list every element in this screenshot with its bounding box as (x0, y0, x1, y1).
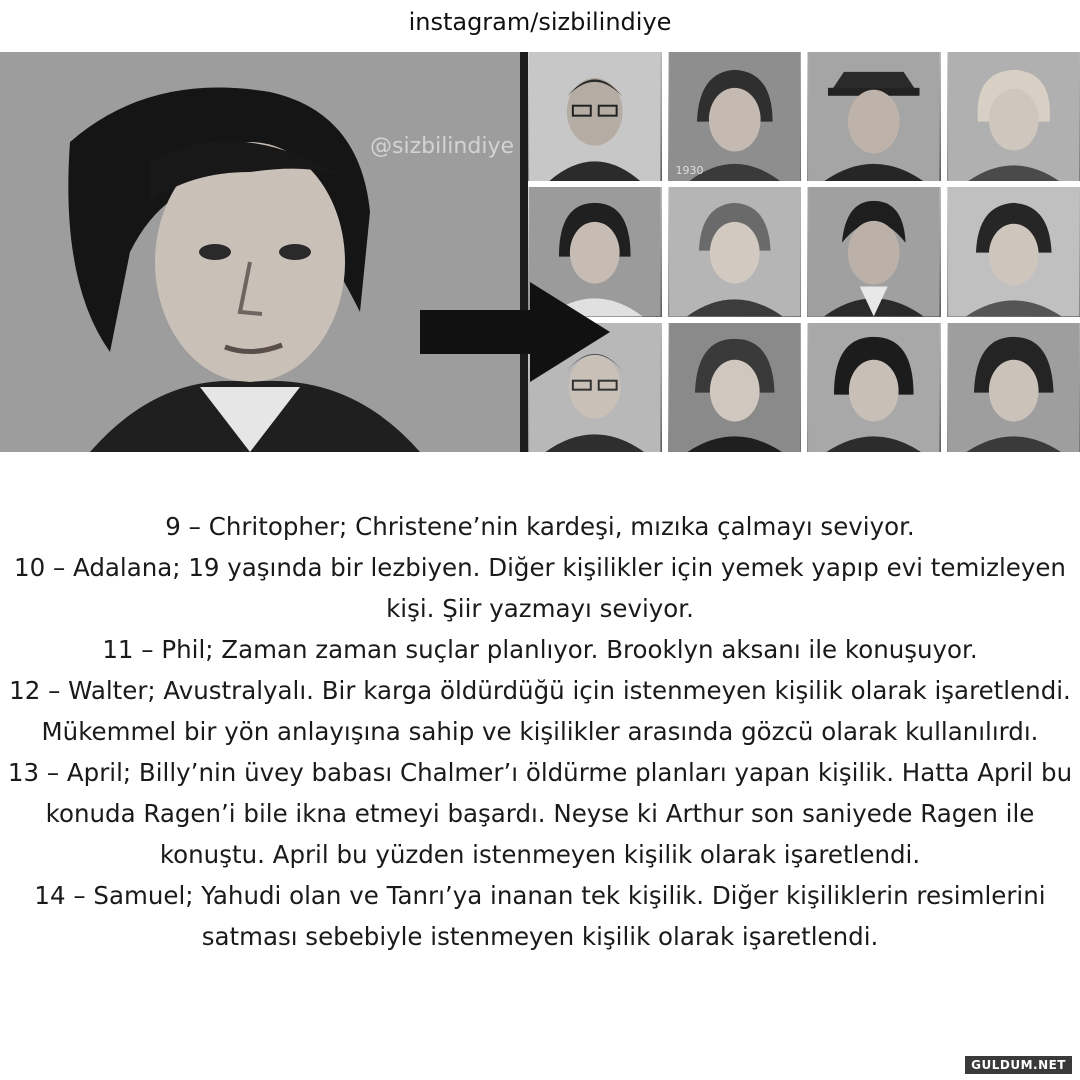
face-photo (807, 323, 941, 452)
watermark: @sizbilindiye (370, 134, 514, 159)
list-item: 14 – Samuel; Yahudi olan ve Tanrı’ya inanan tek kişilik. Diğer kişiliklerin resimlerini satması sebebiyle istenmeyen kişilik olarak işaretlendi. (34, 881, 1046, 951)
list-item: 13 – April; Billy’nin üvey babası Chalmer’ı öldürme planları yapan kişilik. Hatta April bu konuda Ragen’i bile ikna etmeyi başardı. Neyse ki Arthur son saniyede Ragen ile konuştu. April bu yüzden istenmeyen kişilik olarak işaretlendi. (7, 758, 1073, 869)
face-grid (528, 52, 1080, 452)
list-item: 9 – Chritopher; Christene’nin kardeşi, mızıka çalmayı seviyor. (165, 512, 915, 541)
instagram-handle: instagram/sizbilindiye (408, 8, 672, 36)
face-photo (668, 187, 802, 316)
face-photo (807, 52, 941, 181)
face-photo (947, 323, 1080, 452)
photo-collage (0, 52, 1080, 452)
face-photo (947, 52, 1080, 181)
list-item: 10 – Adalana; 19 yaşında bir lezbiyen. Diğer kişilikler için yemek yapıp evi temizleyen kişi. Şiir yazmayı seviyor. (14, 553, 1066, 623)
face-photo (668, 323, 802, 452)
face-photo (947, 187, 1080, 316)
list-item: 12 – Walter; Avustralyalı. Bir karga öldürdüğü için istenmeyen kişilik olarak işaretlendi. Mükemmel bir yön anlayışına sahip ve kişilikler arasında gözcü olarak kullanılırdı. (9, 676, 1071, 746)
site-logo: GULDUM.NET (965, 1056, 1072, 1074)
face-photo (528, 52, 662, 181)
arrow-icon (420, 282, 610, 382)
list-item: 11 – Phil; Zaman zaman suçlar planlıyor. Brooklyn aksanı ile konuşuyor. (102, 635, 978, 664)
face-photo (807, 187, 941, 316)
year-badge: 1930 (675, 164, 704, 178)
personality-list (0, 506, 1080, 957)
portrait-photo (0, 52, 520, 452)
face-photo (668, 52, 802, 181)
